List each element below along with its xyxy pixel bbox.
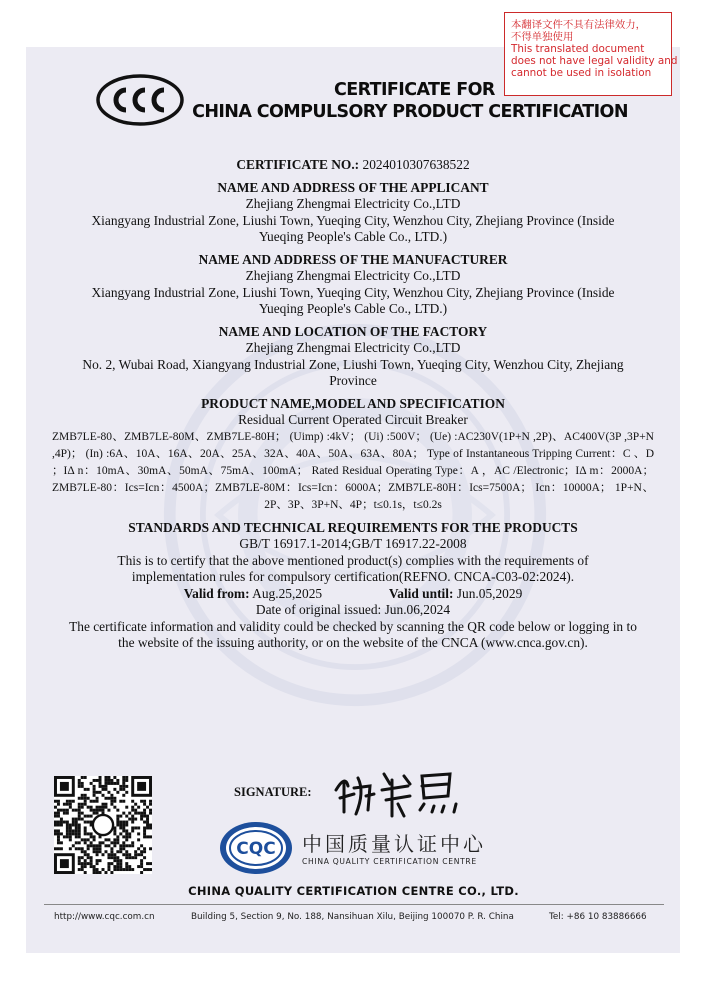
- certificate-number-label: CERTIFICATE NO.:: [236, 157, 360, 172]
- valid-until-date: Jun.05,2029: [456, 585, 523, 601]
- verification-line2: the website of the issuing authority, or on the website of the CNCA (www.cnca.gov.cn).: [118, 635, 588, 650]
- manufacturer-name: Zhejiang Zhengmai Electricity Co.,LTD: [245, 268, 461, 283]
- applicant-name: Zhejiang Zhengmai Electricity Co.,LTD: [245, 196, 461, 211]
- certify-statement-line1: This is to certify that the above mentioned product(s) complies with the requirements of: [117, 552, 589, 568]
- certificate-number-row: [44, 157, 662, 174]
- title-line1: CERTIFICATE FOR: [334, 80, 495, 100]
- signature-label: SIGNATURE:: [234, 785, 312, 799]
- standards-heading: STANDARDS AND TECHNICAL REQUIREMENTS FOR THE PRODUCTS: [128, 519, 578, 535]
- qr-code[interactable]: [54, 776, 152, 874]
- applicant-heading: NAME AND ADDRESS OF THE APPLICANT: [217, 179, 489, 195]
- cqc-badge-text: CQC: [236, 839, 276, 859]
- applicant-address-line1: Xiangyang Industrial Zone, Liushi Town, Yueqing City, Wenzhou City, Zhejiang Province (Inside: [91, 212, 615, 228]
- page-title: [190, 79, 630, 123]
- factory-address-line1: No. 2, Wubai Road, Xiangyang Industrial Zone, Liushi Town, Yueqing City, Wenzhou City, Zhejiang: [82, 356, 624, 372]
- notice-en-line2: does not have legal validity and: [511, 55, 678, 67]
- factory-name: Zhejiang Zhengmai Electricity Co.,LTD: [245, 340, 461, 355]
- valid-from-date: Aug.25,2025: [252, 585, 323, 601]
- factory-heading: NAME AND LOCATION OF THE FACTORY: [218, 323, 488, 339]
- product-specification: ZMB7LE-80、ZMB7LE-80M、ZMB7LE-80H； (Uimp) :4kV； (Ui) :500V； (Ue) :AC230V(1P+N ,2P)、AC400V(3P ,3P+N ,4P)； (In) :6A、10A、16A、20A、25A、32A、40A、50A、63A、80A； Type of Instantaneous Tripping Current：C 、D ；IΔ n：10mA、30mA、50mA、75mA、100mA； Rated Residual Operating Type：A ，AC /Electronic；IΔ m：2000A； ZMB7LE-80：Ics=Icn：4500A；ZMB7LE-80M：Ics=Icn：6000A；ZMB7LE-80H：Ics=7500A； Icn：10000A； 1P+N、2P、3P、3P+N、4P；t≤0.1s，t≤0.2s: [52, 430, 654, 511]
- manufacturer-address-line1: Xiangyang Industrial Zone, Liushi Town, Yueqing City, Wenzhou City, Zhejiang Province (Inside: [91, 284, 615, 300]
- handwritten-signature: [330, 760, 470, 820]
- footer-website[interactable]: http://www.cqc.com.cn: [54, 912, 155, 922]
- manufacturer-heading: NAME AND ADDRESS OF THE MANUFACTURER: [198, 251, 508, 267]
- product-name: Residual Current Operated Circuit Breaker: [238, 412, 468, 427]
- cqc-chinese-name: 中国质量认证中心: [302, 832, 486, 856]
- verification-note: [24, 619, 682, 652]
- notice-cn-line1: 本翻译文件不具有法律效力，: [511, 19, 647, 31]
- cqc-english-name: CHINA QUALITY CERTIFICATION CENTRE: [302, 857, 477, 866]
- manufacturer-address-line2: Yueqing People's Cable Co., LTD.): [258, 301, 448, 316]
- valid-until-label: Valid until:: [388, 585, 454, 601]
- notice-en-line3: cannot be used in isolation: [511, 67, 652, 79]
- certify-statement-line2: implementation rules for compulsory certification(REFNO. CNCA-C03-02:2024).: [131, 569, 575, 584]
- applicant-address-line2: Yueqing People's Cable Co., LTD.): [258, 229, 448, 244]
- verification-line1: The certificate information and validity could be checked by scanning the QR code below or logging in to: [69, 618, 637, 634]
- standards-codes: GB/T 16917.1-2014;GB/T 16917.22-2008: [239, 536, 467, 551]
- ccc-logo: [96, 74, 184, 126]
- validity-row: [44, 586, 662, 603]
- footer-address: Building 5, Section 9, No. 188, Nansihuan Xilu, Beijing 100070 P. R. China: [191, 912, 514, 922]
- product-heading: PRODUCT NAME,MODEL AND SPECIFICATION: [201, 395, 505, 411]
- valid-from-label: Valid from:: [183, 585, 250, 601]
- certificate-body: [44, 157, 662, 652]
- issuing-organization: CHINA QUALITY CERTIFICATION CENTRE CO., LTD.: [188, 884, 519, 898]
- footer-telephone: Tel: +86 10 83886666: [549, 912, 647, 922]
- original-issue-date: Date of original issued: Jun.06,2024: [255, 602, 451, 617]
- footer-divider: [44, 904, 664, 905]
- title-line2: CHINA COMPULSORY PRODUCT CERTIFICATION: [192, 102, 628, 122]
- notice-cn-line2: 不得单独使用: [511, 31, 574, 43]
- certificate-number: 2024010307638522: [362, 157, 470, 172]
- factory-address-line2: Province: [329, 373, 377, 388]
- notice-en-line1: This translated document: [511, 43, 645, 55]
